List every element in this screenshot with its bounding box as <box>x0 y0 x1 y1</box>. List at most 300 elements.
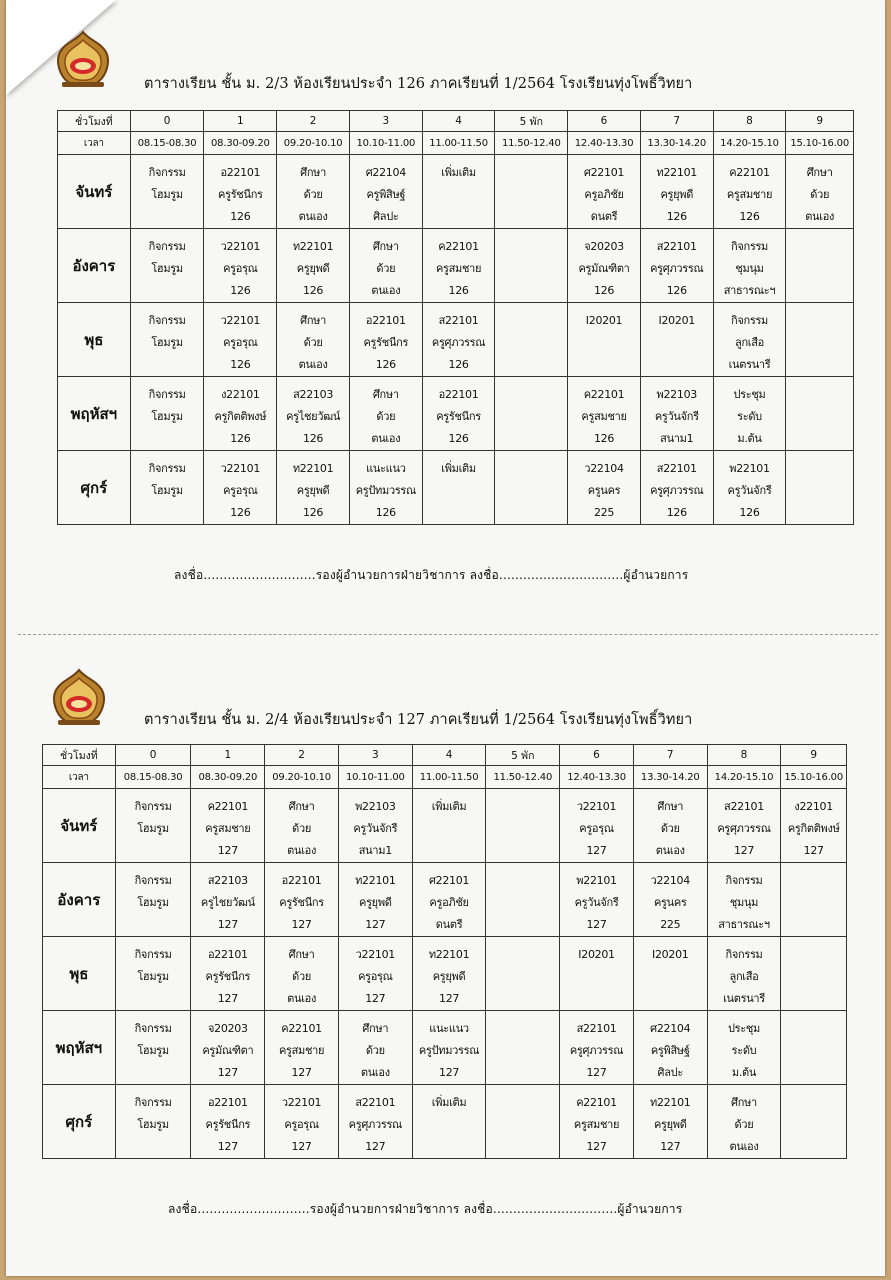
day-name: ศุกร์ <box>58 451 131 525</box>
time-slot: 11.00-11.50 <box>422 132 495 155</box>
class-cell-content <box>339 1011 412 1084</box>
class-cell <box>713 451 786 525</box>
class-cell-line: ครูศุภวรรณ <box>348 1118 402 1131</box>
class-cell-content <box>786 303 853 310</box>
class-cell-content <box>339 1085 412 1158</box>
class-cell <box>191 863 265 937</box>
class-cell-line: ศึกษา <box>288 948 315 961</box>
class-cell-line: ศึกษา <box>288 800 315 813</box>
class-cell-line: 127 <box>660 1140 681 1153</box>
class-cell-line: ครูสมชาย <box>435 262 482 275</box>
class-cell-line: 126 <box>375 358 396 371</box>
class-cell <box>412 937 486 1011</box>
class-cell-content <box>781 937 846 944</box>
class-cell-content <box>486 1085 559 1092</box>
class-cell-content <box>339 863 412 936</box>
class-cell <box>338 937 412 1011</box>
class-cell-line: พ22101 <box>729 462 770 475</box>
class-cell-content <box>413 937 486 1010</box>
time-slot: 08.30-09.20 <box>204 132 277 155</box>
class-cell-line: ครูพิสิษฐ์ <box>650 1044 690 1057</box>
class-cell-content <box>568 377 640 450</box>
class-cell-line: ส22101 <box>656 462 697 475</box>
class-cell-line: ง22101 <box>221 388 260 401</box>
class-cell-line: อ22101 <box>281 874 322 887</box>
class-cell-line: ศิลปะ <box>657 1066 683 1079</box>
day-name: พุธ <box>43 937 116 1011</box>
day-name: พฤหัสฯ <box>58 377 131 451</box>
class-cell-line: 127 <box>217 992 238 1005</box>
schedule-title: ตารางเรียน ชั้น ม. 2/3 ห้องเรียนประจำ 126 ภาคเรียนที่ 1/2564 โรงเรียนทุ่งโพธิ์วิทยา <box>144 76 693 92</box>
class-cell-content <box>131 229 204 280</box>
class-cell <box>349 451 422 525</box>
timetable <box>42 744 847 1159</box>
class-cell-line: ครูศุภวรรณ <box>431 336 486 349</box>
class-cell-content <box>339 789 412 862</box>
class-cell-line: ครูยุพดี <box>296 262 330 275</box>
period-label: ชั่วโมงที่ <box>43 745 116 766</box>
class-cell-line: ครูไชยวัฒน์ <box>200 896 255 909</box>
class-cell-content <box>423 377 495 450</box>
time-label: เวลา <box>58 132 131 155</box>
class-cell-line: ครูอรุณ <box>358 970 393 983</box>
class-cell <box>115 789 191 863</box>
class-cell-line: ตนเอง <box>371 284 401 297</box>
class-cell-content <box>413 863 486 936</box>
class-cell-line: ครูกิตติพงษ์ <box>787 822 840 835</box>
schedule-title: ตารางเรียน ชั้น ม. 2/4 ห้องเรียนประจำ 127 ภาคเรียนที่ 1/2564 โรงเรียนทุ่งโพธิ์วิทยา <box>144 712 693 728</box>
class-cell <box>495 451 568 525</box>
class-cell-content <box>708 863 781 936</box>
class-cell-line: ครูกิตติพงษ์ <box>214 410 267 423</box>
class-cell <box>713 377 786 451</box>
class-cell-line: ว22104 <box>650 874 690 887</box>
class-cell-line: กิจกรรม <box>730 240 769 253</box>
class-cell-line: 126 <box>230 284 251 297</box>
class-cell-line: พ22101 <box>576 874 617 887</box>
class-cell-line: 127 <box>803 844 824 857</box>
class-cell-line: 126 <box>303 284 324 297</box>
day-row <box>58 229 854 303</box>
time-slot: 11.00-11.50 <box>412 766 486 789</box>
class-cell-line: สาธารณะฯ <box>723 284 776 297</box>
class-cell-line: ว22101 <box>220 462 261 475</box>
class-cell-line: โฮมรูม <box>137 822 169 835</box>
class-cell-content <box>641 155 713 228</box>
class-cell-line: ศึกษา <box>731 1096 757 1109</box>
class-cell-line: ค22101 <box>583 388 625 401</box>
class-cell <box>115 863 191 937</box>
time-slot: 08.15-08.30 <box>130 132 204 155</box>
class-cell-line: ค22101 <box>281 1022 322 1035</box>
class-cell <box>115 937 191 1011</box>
period-number: 5 พัก <box>486 745 560 766</box>
class-cell-line: อ22101 <box>220 166 261 179</box>
period-number: 3 <box>349 111 422 132</box>
class-cell-line: ว22101 <box>220 314 261 327</box>
class-cell-line: โฮมรูม <box>137 1118 169 1131</box>
class-cell <box>713 229 786 303</box>
class-cell-line: ระดับ <box>737 410 762 423</box>
class-cell-line: ครูอภิชัย <box>429 896 469 909</box>
day-row <box>43 789 847 863</box>
class-cell-line: พ22103 <box>355 800 396 813</box>
class-cell-line: ครูสมชาย <box>205 822 251 835</box>
class-cell-content <box>486 863 559 870</box>
class-cell-line: ว22101 <box>220 240 261 253</box>
class-cell-line: ศึกษา <box>657 800 684 813</box>
class-cell-line: 127 <box>365 918 386 931</box>
class-cell-line: สาธารณะฯ <box>718 918 770 931</box>
class-cell-content <box>116 1085 191 1136</box>
class-cell-line: ค22101 <box>576 1096 617 1109</box>
class-cell-content <box>708 1011 781 1084</box>
class-cell-content <box>560 1011 633 1084</box>
class-cell-content <box>277 377 349 450</box>
class-cell-line: 127 <box>586 1140 607 1153</box>
class-cell-line: ด้วย <box>660 822 680 835</box>
class-cell-line: ส22101 <box>656 240 697 253</box>
class-cell-content <box>641 451 713 524</box>
class-cell-content <box>634 789 707 862</box>
class-cell <box>560 1085 634 1159</box>
class-cell-line: 127 <box>217 918 238 931</box>
class-cell-line: 126 <box>230 432 251 445</box>
class-cell <box>115 1085 191 1159</box>
class-cell <box>422 229 495 303</box>
class-cell-line: อ22101 <box>438 388 479 401</box>
class-cell-line: ส22101 <box>724 800 764 813</box>
time-slot: 14.20-15.10 <box>707 766 781 789</box>
day-name: จันทร์ <box>43 789 116 863</box>
class-cell-content <box>265 1011 338 1084</box>
class-cell-line: ส22101 <box>438 314 479 327</box>
class-cell-line: กิจกรรม <box>134 874 172 887</box>
class-cell-line: ท22101 <box>292 240 334 253</box>
class-cell <box>640 229 713 303</box>
day-row <box>58 303 854 377</box>
class-cell-line: ศึกษา <box>300 166 327 179</box>
class-cell-content <box>786 229 853 236</box>
class-cell <box>568 377 641 451</box>
class-cell-line: ศิลปะ <box>373 210 399 223</box>
class-cell <box>204 229 277 303</box>
class-cell-line: 127 <box>291 1066 312 1079</box>
class-cell <box>338 789 412 863</box>
class-cell-line: 127 <box>365 1140 386 1153</box>
time-slot: 12.40-13.30 <box>560 766 634 789</box>
class-cell-line: ระดับ <box>731 1044 757 1057</box>
class-cell-line: ครูอรุณ <box>579 822 614 835</box>
class-cell-content <box>568 229 640 302</box>
class-cell <box>781 863 847 937</box>
class-cell <box>265 1085 339 1159</box>
class-cell-line: โฮมรูม <box>151 262 183 275</box>
day-row <box>58 451 854 525</box>
class-cell <box>781 937 847 1011</box>
class-cell-line: 126 <box>666 210 687 223</box>
class-cell-line: 126 <box>666 506 687 519</box>
class-cell <box>633 863 707 937</box>
class-cell-line: ท22101 <box>355 874 396 887</box>
class-cell-content <box>277 451 349 524</box>
class-cell <box>713 155 786 229</box>
class-cell-content <box>714 377 786 450</box>
class-cell-content <box>191 1011 264 1084</box>
class-cell-line: ชุมนุม <box>729 896 759 909</box>
day-name: อังคาร <box>43 863 116 937</box>
class-cell-content <box>350 155 422 228</box>
class-cell <box>786 377 854 451</box>
class-cell-content <box>204 155 276 228</box>
class-cell <box>277 451 350 525</box>
class-cell-line: ตนเอง <box>287 844 317 857</box>
class-cell-line: แนะแนว <box>429 1022 469 1035</box>
class-cell-content <box>413 789 486 818</box>
class-cell-line: 225 <box>660 918 681 931</box>
class-cell-content <box>714 229 786 302</box>
class-cell-line: สนาม1 <box>358 844 392 857</box>
class-cell-line: ครูพิสิษฐ์ <box>366 188 406 201</box>
class-cell <box>495 377 568 451</box>
class-cell <box>422 451 495 525</box>
class-cell-content <box>131 155 204 206</box>
class-cell-line: เพิ่มเติม <box>431 1096 467 1109</box>
period-number: 4 <box>412 745 486 766</box>
period-label: ชั่วโมงที่ <box>58 111 131 132</box>
class-cell-content <box>423 155 495 184</box>
class-cell-content <box>781 1011 846 1018</box>
class-cell-line: โฮมรูม <box>151 336 183 349</box>
class-cell <box>412 1085 486 1159</box>
class-cell-line: 127 <box>586 844 607 857</box>
day-row <box>58 155 854 229</box>
class-cell-content <box>486 1011 559 1018</box>
class-cell-line: ศึกษา <box>806 166 833 179</box>
period-number: 2 <box>277 111 350 132</box>
class-cell-content <box>714 451 786 524</box>
period-number: 4 <box>422 111 495 132</box>
class-cell-line: ว22101 <box>576 800 617 813</box>
time-slot: 08.30-09.20 <box>191 766 265 789</box>
class-cell-content <box>568 155 640 228</box>
class-cell-line: ครูรัชนีกร <box>205 1118 251 1131</box>
class-cell <box>633 1085 707 1159</box>
school-logo-icon <box>48 668 110 728</box>
period-number: 9 <box>781 745 847 766</box>
class-cell-content <box>350 229 422 302</box>
class-cell-content <box>413 1011 486 1084</box>
class-cell-line: ศึกษา <box>300 314 327 327</box>
class-cell <box>781 1085 847 1159</box>
class-cell-line: ส22103 <box>293 388 334 401</box>
class-cell-line: ง22101 <box>794 800 833 813</box>
time-slot: 15.10-16.00 <box>781 766 847 789</box>
class-cell <box>422 377 495 451</box>
time-label: เวลา <box>43 766 116 789</box>
class-cell-line: ครูอรุณ <box>284 1118 319 1131</box>
class-cell-content <box>634 1085 707 1158</box>
day-row <box>58 377 854 451</box>
class-cell-line: กิจกรรม <box>725 948 763 961</box>
class-cell-line: ศ22101 <box>428 874 470 887</box>
class-cell-content <box>423 451 495 480</box>
class-cell-line: โฮมรูม <box>151 484 183 497</box>
class-cell-content <box>781 1085 846 1092</box>
page-divider <box>18 634 878 635</box>
class-cell <box>707 789 781 863</box>
class-cell-line: 126 <box>593 432 615 445</box>
class-cell-content <box>495 451 567 458</box>
class-cell <box>349 377 422 451</box>
paper-sheet <box>6 0 885 1276</box>
class-cell <box>277 155 350 229</box>
class-cell-line: I20201 <box>658 314 695 327</box>
class-cell-line: อ22101 <box>365 314 406 327</box>
class-cell <box>781 789 847 863</box>
class-cell-content <box>634 863 707 936</box>
time-slot: 08.15-08.30 <box>115 766 191 789</box>
class-cell-content <box>350 303 422 376</box>
class-cell-content <box>568 451 640 524</box>
class-cell-line: ครูรัชนีกร <box>218 188 263 201</box>
class-cell-line: ครูนคร <box>653 896 687 909</box>
class-cell-line: ส22103 <box>207 874 248 887</box>
class-cell-line: ม.ต้น <box>731 1066 757 1079</box>
day-row <box>43 937 847 1011</box>
class-cell-line: ตนเอง <box>298 358 328 371</box>
class-cell-line: ครูปัทมวรรณ <box>418 1044 480 1057</box>
class-cell-line: โฮมรูม <box>151 410 183 423</box>
class-cell <box>204 155 277 229</box>
class-cell-content <box>277 155 349 228</box>
class-cell-line: ตนเอง <box>298 210 328 223</box>
class-cell-line: โฮมรูม <box>137 1044 169 1057</box>
class-cell-line: ครูวันจักรี <box>727 484 772 497</box>
class-cell-line: 126 <box>230 210 251 223</box>
signature-line: ลงชื่อ............................รองผู้อำนวยการฝ่ายวิชาการ ลงชื่อ...............................ผู้อำนวยการ <box>168 1202 683 1216</box>
class-cell-line: ด้วย <box>303 336 323 349</box>
class-cell-line: เพิ่มเติม <box>441 166 476 179</box>
class-cell <box>265 937 339 1011</box>
class-cell-line: โฮมรูม <box>137 896 169 909</box>
class-cell-line: ครูอภิชัย <box>584 188 624 201</box>
class-cell-line: ครูวันจักรี <box>574 896 619 909</box>
class-cell-content <box>350 377 422 450</box>
class-cell-line: ประชุม <box>727 1022 760 1035</box>
class-cell-line: ลูกเสือ <box>729 970 759 983</box>
class-cell-content <box>495 229 567 236</box>
day-row <box>43 863 847 937</box>
time-slot: 13.30-14.20 <box>640 132 713 155</box>
class-cell-line: ศึกษา <box>372 388 399 401</box>
class-cell <box>265 789 339 863</box>
signature-line: ลงชื่อ............................รองผู้อำนวยการฝ่ายวิชาการ ลงชื่อ...............................ผู้อำนวยการ <box>174 568 689 582</box>
class-cell-line: 127 <box>217 1140 238 1153</box>
class-cell <box>277 229 350 303</box>
class-cell-line: ตนเอง <box>360 1066 390 1079</box>
class-cell-content <box>265 1085 338 1158</box>
class-cell <box>115 1011 191 1085</box>
class-cell <box>633 789 707 863</box>
class-cell-line: I20201 <box>585 314 623 327</box>
class-cell-line: 126 <box>666 284 687 297</box>
class-cell-line: ด้วย <box>292 970 312 983</box>
class-cell-line: ครูนคร <box>587 484 621 497</box>
class-cell <box>265 1011 339 1085</box>
class-cell-line: 127 <box>365 992 386 1005</box>
class-cell <box>265 863 339 937</box>
class-cell <box>786 155 854 229</box>
class-cell-line: อ22101 <box>207 1096 248 1109</box>
class-cell-content <box>265 789 338 862</box>
class-cell-line: ครูวันจักรี <box>654 410 699 423</box>
class-cell <box>130 229 204 303</box>
class-cell-line: ค22101 <box>207 800 249 813</box>
class-cell-line: ศึกษา <box>372 240 399 253</box>
period-number: 7 <box>640 111 713 132</box>
class-cell-line: ครูปัทมวรรณ <box>355 484 416 497</box>
class-cell-content <box>116 937 191 988</box>
class-cell-line: 225 <box>593 506 615 519</box>
class-cell-line: ดนตรี <box>435 918 463 931</box>
class-cell-content <box>714 155 786 228</box>
class-cell <box>191 937 265 1011</box>
class-cell-content <box>204 229 276 302</box>
day-name: พฤหัสฯ <box>43 1011 116 1085</box>
class-cell-line: กิจกรรม <box>730 314 769 327</box>
class-cell <box>560 1011 634 1085</box>
class-cell <box>338 1085 412 1159</box>
class-cell <box>707 1085 781 1159</box>
class-cell-line: ด้วย <box>303 188 323 201</box>
class-cell-content <box>634 1011 707 1084</box>
class-cell <box>204 451 277 525</box>
day-name: ศุกร์ <box>43 1085 116 1159</box>
class-cell-content <box>191 937 264 1010</box>
header-row <box>43 745 847 766</box>
class-cell-line: ส22101 <box>576 1022 617 1035</box>
class-cell-line: 127 <box>217 844 238 857</box>
class-cell-line: ดนตรี <box>590 210 618 223</box>
class-cell <box>568 229 641 303</box>
class-cell <box>486 937 560 1011</box>
class-cell-content <box>339 937 412 1010</box>
class-cell-line: ว22101 <box>281 1096 322 1109</box>
class-cell-line: กิจกรรม <box>725 874 763 887</box>
class-cell <box>633 1011 707 1085</box>
class-cell-line: 126 <box>739 506 760 519</box>
class-cell-content <box>568 303 640 332</box>
class-cell-line: อ22101 <box>207 948 248 961</box>
class-cell-content <box>495 377 567 384</box>
class-cell-line: ครูยุพดี <box>296 484 330 497</box>
class-cell-line: สนาม1 <box>660 432 694 445</box>
class-cell-line: ตนเอง <box>805 210 835 223</box>
class-cell-content <box>786 155 853 228</box>
class-cell-line: ครูมัณฑิตา <box>202 1044 254 1057</box>
class-cell-content <box>641 377 713 450</box>
class-cell <box>640 303 713 377</box>
period-number: 6 <box>568 111 641 132</box>
class-cell-line: ค22101 <box>438 240 479 253</box>
class-cell <box>130 303 204 377</box>
class-cell-line: ครูสมชาย <box>726 188 773 201</box>
class-cell <box>495 155 568 229</box>
class-cell-line: ตนเอง <box>655 844 685 857</box>
class-cell-line: ครูอรุณ <box>223 484 258 497</box>
class-cell <box>349 229 422 303</box>
